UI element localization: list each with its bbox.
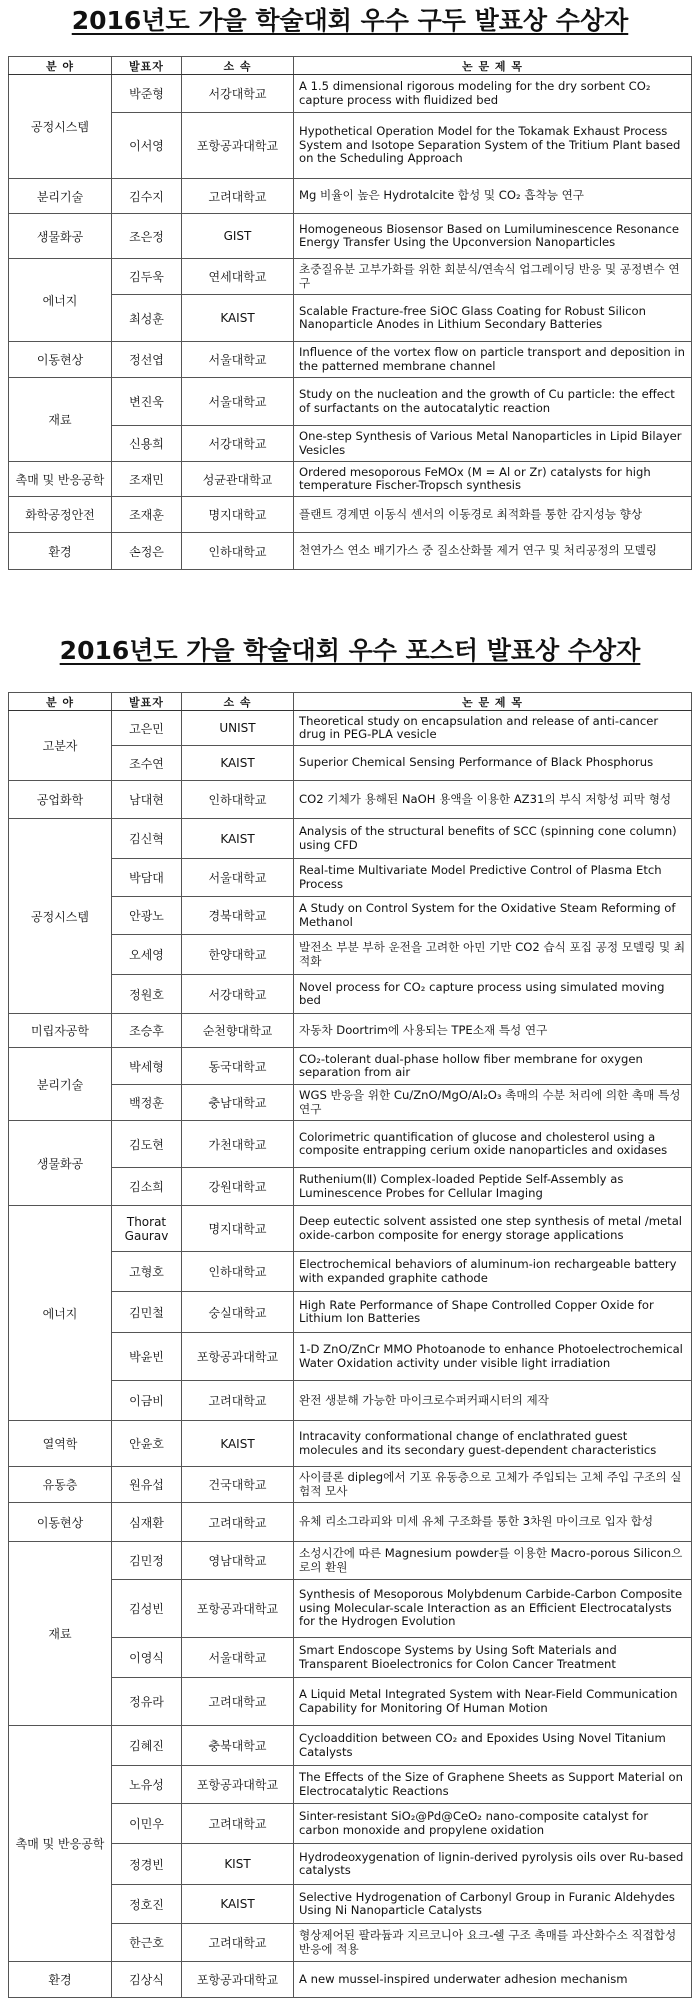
table-row	[9, 1381, 692, 1421]
table-row	[9, 1542, 692, 1580]
table-row	[9, 295, 692, 342]
paper-title-cell: One-step Synthesis of Various Metal Nanoparticles in Lipid Bilayer Vesicles	[294, 426, 692, 462]
presenter-cell: 심재환	[112, 1503, 182, 1542]
field-cell: 미립자공학	[9, 1014, 112, 1048]
paper-title-cell: Ruthenium(Ⅱ) Complex-loaded Peptide Self-Assembly as Luminescence Probes for Cellular Imaging	[294, 1168, 692, 1206]
field-cell: 열역학	[9, 1421, 112, 1467]
table-row	[9, 179, 692, 214]
paper-title-cell: 완전 생분해 가능한 마이크로수퍼커패시터의 제작	[294, 1381, 692, 1421]
affiliation-cell: 포항공과대학교	[182, 1580, 294, 1638]
table-row	[9, 1333, 692, 1381]
affiliation-cell: 고려대학교	[182, 179, 294, 214]
paper-title-cell: Homogeneous Biosensor Based on Lumiluminescence Resonance Energy Transfer Using the Upconversion Nanoparticles	[294, 214, 692, 259]
table-row	[9, 426, 692, 462]
table-row	[9, 1924, 692, 1962]
presenter-cell: 고형호	[112, 1252, 182, 1292]
presenter-cell: 김신혁	[112, 819, 182, 859]
presenter-cell: 조은정	[112, 214, 182, 259]
affiliation-cell: UNIST	[182, 711, 294, 746]
field-cell: 생물화공	[9, 214, 112, 259]
table-row	[9, 746, 692, 781]
field-cell: 공정시스템	[9, 819, 112, 1014]
paper-title-cell: CO2 기체가 용해된 NaOH 용액을 이용한 AZ31의 부식 저항성 피막 형성	[294, 781, 692, 819]
presenter-cell: Thorat Gaurav	[112, 1206, 182, 1252]
presenter-cell: 안광노	[112, 897, 182, 935]
table-row	[9, 781, 692, 819]
paper-title-cell: 사이클론 dipleg에서 기포 유동층으로 고체가 주입되는 고체 주입 구조의 실험적 모사	[294, 1467, 692, 1503]
paper-title-cell: Deep eutectic solvent assisted one step synthesis of metal /metal oxide-carbon composite for energy storage applications	[294, 1206, 692, 1252]
table-row	[9, 1467, 692, 1503]
affiliation-cell: 인하대학교	[182, 533, 294, 570]
table-row	[9, 378, 692, 426]
field-header: 분 야	[9, 57, 112, 75]
presenter-cell: 변진욱	[112, 378, 182, 426]
paper-title-cell: Colorimetric quantification of glucose and cholesterol using a composite entrapping cerium oxide nanoparticles and oxidases	[294, 1121, 692, 1168]
table-row	[9, 1503, 692, 1542]
table-row	[9, 897, 692, 935]
presenter-cell: 김민정	[112, 1542, 182, 1580]
affiliation-cell: 한양대학교	[182, 935, 294, 975]
presenter-cell: 손정은	[112, 533, 182, 570]
table-row	[9, 533, 692, 570]
table-row	[9, 1962, 692, 1998]
oral-award-title: 2016년도 가을 학술대회 우수 구두 발표상 수상자	[71, 6, 629, 35]
field-cell: 생물화공	[9, 1121, 112, 1206]
table-row	[9, 1678, 692, 1726]
affiliation-cell: KAIST	[182, 1885, 294, 1924]
field-cell: 환경	[9, 533, 112, 570]
presenter-cell: 김수지	[112, 179, 182, 214]
affiliation-cell: KAIST	[182, 819, 294, 859]
affiliation-cell: 고려대학교	[182, 1678, 294, 1726]
presenter-cell: 남대현	[112, 781, 182, 819]
presenter-cell: 정유라	[112, 1678, 182, 1726]
paper-title-cell: Hypothetical Operation Model for the Tokamak Exhaust Process System and Isotope Separation System of the Tritium Plant based on the Scheduling Approach	[294, 113, 692, 179]
table-row	[9, 975, 692, 1014]
field-cell: 공업화학	[9, 781, 112, 819]
presenter-cell: 김상식	[112, 1962, 182, 1998]
field-cell: 재료	[9, 1542, 112, 1726]
field-cell: 유동층	[9, 1467, 112, 1503]
presenter-cell: 원유섭	[112, 1467, 182, 1503]
affiliation-cell: 고려대학교	[182, 1804, 294, 1844]
paper-title-cell: 1-D ZnO/ZnCr MMO Photoanode to enhance Photoelectrochemical Water Oxidation activity under visible light irradiation	[294, 1333, 692, 1381]
table-row	[9, 1292, 692, 1333]
presenter-cell: 정선엽	[112, 342, 182, 378]
paper-title-cell: Superior Chemical Sensing Performance of Black Phosphorus	[294, 746, 692, 781]
field-header: 분 야	[9, 693, 112, 711]
presenter-cell: 조재훈	[112, 497, 182, 533]
presenter-cell: 이영식	[112, 1638, 182, 1678]
table-row	[9, 342, 692, 378]
affiliation-cell: 건국대학교	[182, 1467, 294, 1503]
affiliation-header: 소 속	[182, 693, 294, 711]
paper-title-cell: Theoretical study on encapsulation and release of anti-cancer drug in PEG-PLA vesicle	[294, 711, 692, 746]
presenter-cell: 이민우	[112, 1804, 182, 1844]
affiliation-cell: 숭실대학교	[182, 1292, 294, 1333]
paper-title-cell: Selective Hydrogenation of Carbonyl Group in Furanic Aldehydes Using Ni Nanoparticle Catalysts	[294, 1885, 692, 1924]
table-row	[9, 1252, 692, 1292]
table-header-row	[9, 693, 692, 711]
table-row	[9, 1726, 692, 1766]
paper-title-cell: CO₂-tolerant dual-phase hollow fiber membrane for oxygen separation from air	[294, 1048, 692, 1085]
presenter-cell: 조재민	[112, 462, 182, 497]
paper-title-cell: Scalable Fracture-free SiOC Glass Coating for Robust Silicon Nanoparticle Anodes in Lithium Secondary Batteries	[294, 295, 692, 342]
presenter-cell: 박준형	[112, 75, 182, 113]
affiliation-cell: 동국대학교	[182, 1048, 294, 1085]
field-cell: 에너지	[9, 259, 112, 342]
affiliation-cell: 서울대학교	[182, 342, 294, 378]
presenter-cell: 정원호	[112, 975, 182, 1014]
presenter-cell: 김두욱	[112, 259, 182, 295]
affiliation-cell: 고려대학교	[182, 1503, 294, 1542]
presenter-cell: 김혜진	[112, 1726, 182, 1766]
paper-title-cell: The Effects of the Size of Graphene Sheets as Support Material on Electrocatalytic Reactions	[294, 1766, 692, 1804]
affiliation-header: 소 속	[182, 57, 294, 75]
affiliation-cell: 경북대학교	[182, 897, 294, 935]
table-row	[9, 1580, 692, 1638]
table-row	[9, 1048, 692, 1085]
table-row	[9, 1121, 692, 1168]
field-cell: 고분자	[9, 711, 112, 781]
field-cell: 촉매 및 반응공학	[9, 462, 112, 497]
table-row	[9, 1421, 692, 1467]
paper-title-cell: 소성시간에 따른 Magnesium powder를 이용한 Macro-porous Silicon으로의 환원	[294, 1542, 692, 1580]
paper-title-cell: 천연가스 연소 배기가스 중 질소산화물 제거 연구 및 처리공정의 모델링	[294, 533, 692, 570]
presenter-cell: 노유성	[112, 1766, 182, 1804]
presenter-cell: 안윤호	[112, 1421, 182, 1467]
affiliation-cell: 고려대학교	[182, 1924, 294, 1962]
presenter-cell: 김성빈	[112, 1580, 182, 1638]
field-cell: 이동현상	[9, 342, 112, 378]
affiliation-cell: 서울대학교	[182, 859, 294, 897]
affiliation-cell: 연세대학교	[182, 259, 294, 295]
presenter-cell: 박세형	[112, 1048, 182, 1085]
paper-title-header: 논 문 제 목	[294, 693, 692, 711]
affiliation-cell: 포항공과대학교	[182, 113, 294, 179]
presenter-cell: 조승후	[112, 1014, 182, 1048]
paper-title-cell: 유체 리소그라피와 미세 유체 구조화를 통한 3차원 마이크로 입자 합성	[294, 1503, 692, 1542]
affiliation-cell: KIST	[182, 1844, 294, 1885]
affiliation-cell: KAIST	[182, 295, 294, 342]
affiliation-cell: 인하대학교	[182, 781, 294, 819]
presenter-header: 발표자	[112, 57, 182, 75]
affiliation-cell: 충남대학교	[182, 1085, 294, 1121]
presenter-cell: 최성훈	[112, 295, 182, 342]
table-row	[9, 1804, 692, 1844]
table-row	[9, 75, 692, 113]
affiliation-cell: GIST	[182, 214, 294, 259]
affiliation-cell: 포항공과대학교	[182, 1766, 294, 1804]
table-row	[9, 462, 692, 497]
field-cell: 재료	[9, 378, 112, 462]
paper-title-cell: A Liquid Metal Integrated System with Near-Field Communication Capability for Monitoring Of Human Motion	[294, 1678, 692, 1726]
affiliation-cell: 순천향대학교	[182, 1014, 294, 1048]
paper-title-cell: 초중질유분 고부가화를 위한 회분식/연속식 업그레이딩 반응 및 공정변수 연구	[294, 259, 692, 295]
affiliation-cell: KAIST	[182, 746, 294, 781]
paper-title-cell: 형상제어된 팔라듐과 지르코니아 요크-쉘 구조 촉매를 과산화수소 직접합성반응에 적용	[294, 1924, 692, 1962]
presenter-cell: 백정훈	[112, 1085, 182, 1121]
table-row	[9, 819, 692, 859]
poster-award-title: 2016년도 가을 학술대회 우수 포스터 발표상 수상자	[59, 636, 641, 665]
poster-award-table	[8, 692, 692, 1998]
table-row	[9, 113, 692, 179]
paper-title-cell: 발전소 부분 부하 운전을 고려한 아민 기만 CO2 습식 포집 공정 모델링 및 최적화	[294, 935, 692, 975]
affiliation-cell: 포항공과대학교	[182, 1333, 294, 1381]
field-cell: 분리기술	[9, 179, 112, 214]
paper-title-cell: Analysis of the structural benefits of SCC (spinning cone column) using CFD	[294, 819, 692, 859]
table-row	[9, 1014, 692, 1048]
table-row	[9, 1766, 692, 1804]
table-row	[9, 711, 692, 746]
table-row	[9, 1085, 692, 1121]
paper-title-cell: Smart Endoscope Systems by Using Soft Materials and Transparent Bioelectronics for Colon Cancer Treatment	[294, 1638, 692, 1678]
paper-title-cell: Synthesis of Mesoporous Molybdenum Carbide-Carbon Composite using Molecular-scale Interaction as an Efficient Electrocatalysts for the Hydrogen Evolution	[294, 1580, 692, 1638]
affiliation-cell: 영남대학교	[182, 1542, 294, 1580]
table-row	[9, 214, 692, 259]
paper-title-cell: Real-time Multivariate Model Predictive Control of Plasma Etch Process	[294, 859, 692, 897]
presenter-cell: 신용희	[112, 426, 182, 462]
table-header-row	[9, 57, 692, 75]
presenter-cell: 박담대	[112, 859, 182, 897]
field-cell: 에너지	[9, 1206, 112, 1421]
table-row	[9, 1638, 692, 1678]
field-cell: 이동현상	[9, 1503, 112, 1542]
presenter-cell: 박윤빈	[112, 1333, 182, 1381]
table-row	[9, 859, 692, 897]
paper-title-cell: Mg 비율이 높은 Hydrotalcite 합성 및 CO₂ 흡착능 연구	[294, 179, 692, 214]
paper-title-cell: Sinter-resistant SiO₂@Pd@CeO₂ nano-composite catalyst for carbon monoxide and propylene oxidation	[294, 1804, 692, 1844]
table-row	[9, 259, 692, 295]
paper-title-cell: Study on the nucleation and the growth of Cu particle: the effect of surfactants on the autocatalytic reaction	[294, 378, 692, 426]
field-cell: 촉매 및 반응공학	[9, 1726, 112, 1962]
presenter-cell: 김소희	[112, 1168, 182, 1206]
presenter-cell: 이서영	[112, 113, 182, 179]
affiliation-cell: 서울대학교	[182, 1638, 294, 1678]
affiliation-cell: 명지대학교	[182, 1206, 294, 1252]
paper-title-cell: A Study on Control System for the Oxidative Steam Reforming of Methanol	[294, 897, 692, 935]
paper-title-cell: 플랜트 경계면 이동식 센서의 이동경로 최적화를 통한 감지성능 향상	[294, 497, 692, 533]
affiliation-cell: 충북대학교	[182, 1726, 294, 1766]
presenter-cell: 한근호	[112, 1924, 182, 1962]
presenter-cell: 정호진	[112, 1885, 182, 1924]
affiliation-cell: KAIST	[182, 1421, 294, 1467]
table-row	[9, 1206, 692, 1252]
affiliation-cell: 서강대학교	[182, 426, 294, 462]
presenter-cell: 오세영	[112, 935, 182, 975]
field-cell: 화학공정안전	[9, 497, 112, 533]
paper-title-cell: Intracavity conformational change of enclathrated guest molecules and its secondary guest-dependent characteristics	[294, 1421, 692, 1467]
paper-title-header: 논 문 제 목	[294, 57, 692, 75]
presenter-cell: 이금비	[112, 1381, 182, 1421]
affiliation-cell: 가천대학교	[182, 1121, 294, 1168]
paper-title-cell: A 1.5 dimensional rigorous modeling for the dry sorbent CO₂ capture process with fluidized bed	[294, 75, 692, 113]
table-row	[9, 935, 692, 975]
oral-award-table	[8, 56, 692, 570]
paper-title-cell: Electrochemical behaviors of aluminum-ion rechargeable battery with expanded graphite cathode	[294, 1252, 692, 1292]
presenter-cell: 김도현	[112, 1121, 182, 1168]
affiliation-cell: 서강대학교	[182, 75, 294, 113]
affiliation-cell: 포항공과대학교	[182, 1962, 294, 1998]
affiliation-cell: 서강대학교	[182, 975, 294, 1014]
affiliation-cell: 성균관대학교	[182, 462, 294, 497]
table-row	[9, 1168, 692, 1206]
affiliation-cell: 인하대학교	[182, 1252, 294, 1292]
presenter-cell: 고은민	[112, 711, 182, 746]
paper-title-cell: Influence of the vortex flow on particle transport and deposition in the patterned membrane channel	[294, 342, 692, 378]
table-row	[9, 1844, 692, 1885]
paper-title-cell: High Rate Performance of Shape Controlled Copper Oxide for Lithium Ion Batteries	[294, 1292, 692, 1333]
affiliation-cell: 명지대학교	[182, 497, 294, 533]
affiliation-cell: 강원대학교	[182, 1168, 294, 1206]
presenter-header: 발표자	[112, 693, 182, 711]
paper-title-cell: A new mussel-inspired underwater adhesion mechanism	[294, 1962, 692, 1998]
paper-title-cell: Hydrodeoxygenation of lignin-derived pyrolysis oils over Ru-based catalysts	[294, 1844, 692, 1885]
field-cell: 환경	[9, 1962, 112, 1998]
affiliation-cell: 고려대학교	[182, 1381, 294, 1421]
affiliation-cell: 서울대학교	[182, 378, 294, 426]
paper-title-cell: WGS 반응을 위한 Cu/ZnO/MgO/Al₂O₃ 촉매의 수분 처리에 의한 촉매 특성 연구	[294, 1085, 692, 1121]
field-cell: 분리기술	[9, 1048, 112, 1121]
presenter-cell: 김민철	[112, 1292, 182, 1333]
table-row	[9, 1885, 692, 1924]
field-cell: 공정시스템	[9, 75, 112, 179]
paper-title-cell: Novel process for CO₂ capture process using simulated moving bed	[294, 975, 692, 1014]
table-row	[9, 497, 692, 533]
paper-title-cell: Ordered mesoporous FeMOx (M = Al or Zr) catalysts for high temperature Fischer-Tropsch synthesis	[294, 462, 692, 497]
presenter-cell: 조수연	[112, 746, 182, 781]
paper-title-cell: Cycloaddition between CO₂ and Epoxides Using Novel Titanium Catalysts	[294, 1726, 692, 1766]
presenter-cell: 정경빈	[112, 1844, 182, 1885]
paper-title-cell: 자동차 Doortrim에 사용되는 TPE소재 특성 연구	[294, 1014, 692, 1048]
